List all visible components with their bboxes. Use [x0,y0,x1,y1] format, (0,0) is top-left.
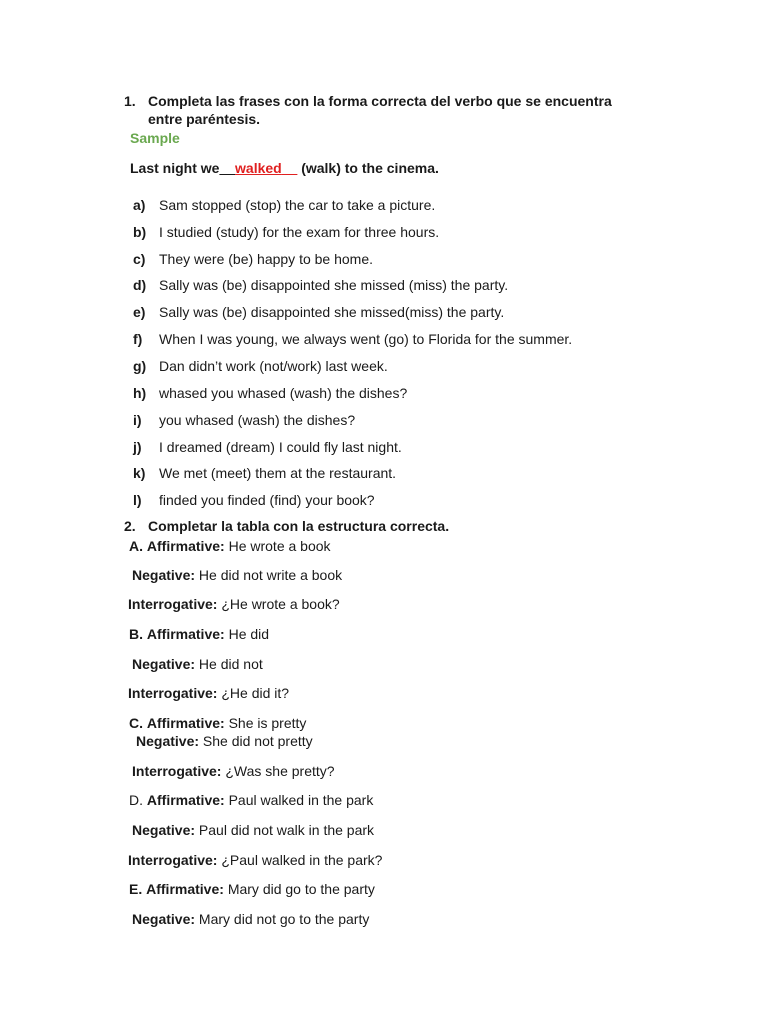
item-text: When I was young, we always went (go) to Florida for the summer. [159,331,573,347]
sample-sentence [130,160,439,176]
exercise-item [133,465,396,481]
item-label: b) [133,224,147,240]
item-label: c) [133,251,146,267]
structure-line [129,881,375,897]
structure-text: She is pretty [228,715,307,731]
sample-blank-left: __ [219,160,236,176]
item-label: h) [133,385,147,401]
structure-line [136,733,313,749]
structure-text: ¿Paul walked in the park? [221,852,383,868]
item-label: e) [133,304,146,320]
exercise-item [133,385,407,401]
structure-label: Negative: [132,567,196,583]
group-letter: C. [129,715,143,731]
structure-line [129,626,269,642]
structure-label: Affirmative: [146,881,224,897]
structure-line [129,792,373,808]
item-text: Sam stopped (stop) the car to take a picture. [159,197,436,213]
item-label: j) [133,439,142,455]
structure-label: Affirmative: [146,792,225,808]
structure-text: Paul did not walk in the park [198,822,375,838]
exercise-item [133,251,373,267]
item-label: i) [133,412,142,428]
item-label: k) [133,465,146,481]
exercise-item [133,331,572,347]
structure-label: Negative: [132,822,196,838]
exercise-item [133,439,402,455]
sample-before: Last night we [130,160,220,176]
structure-text: Mary did go to the party [227,881,375,897]
section1-instruction-line2: entre paréntesis. [148,111,261,127]
group-letter: B. [129,626,143,642]
item-text: Sally was (be) disappointed she missed (miss) the party. [159,277,509,293]
exercise-item [133,412,355,428]
structure-text: She did not pretty [202,733,313,749]
structure-label: Interrogative: [128,852,218,868]
exercise-item [133,197,435,213]
item-label: f) [133,331,143,347]
section1-instruction-line1: Completa las frases con la forma correcta del verbo que se encuentra [148,93,612,109]
item-text: Sally was (be) disappointed she missed(miss) the party. [159,304,505,320]
item-text: you whased (wash) the dishes? [159,412,356,428]
structure-line [129,715,306,731]
structure-line [128,685,289,701]
exercise-item [133,492,375,508]
structure-label: Affirmative: [146,538,225,554]
structure-line [132,567,342,583]
structure-line [132,911,369,927]
item-text: I dreamed (dream) I could fly last night. [159,439,402,455]
structure-line [129,538,331,554]
structure-text: He did not [198,656,263,672]
structure-text: ¿He did it? [221,685,290,701]
item-text: whased you whased (wash) the dishes? [159,385,408,401]
section2-number: 2. [124,518,136,534]
sample-label: Sample [130,130,180,146]
structure-line [132,822,374,838]
exercise-item [133,224,439,240]
item-text: Dan didn’t work (not/work) last week. [159,358,388,374]
structure-label: Interrogative: [132,763,222,779]
item-label: d) [133,277,147,293]
structure-text: Mary did not go to the party [198,911,370,927]
structure-label: Affirmative: [146,715,225,731]
structure-text: ¿He wrote a book? [221,596,340,612]
structure-label: Negative: [132,911,196,927]
structure-line [128,596,340,612]
exercise-item [133,304,504,320]
structure-text: Paul walked in the park [228,792,374,808]
structure-line [128,852,382,868]
structure-label: Negative: [136,733,200,749]
structure-label: Interrogative: [128,596,218,612]
group-letter: A. [129,538,143,554]
item-text: We met (meet) them at the restaurant. [159,465,397,481]
item-label: l) [133,492,142,508]
sample-after: (walk) to the cinema. [301,160,439,176]
structure-text: He did [228,626,270,642]
item-text: They were (be) happy to be home. [159,251,374,267]
structure-line [132,656,263,672]
section1-number: 1. [124,93,136,109]
group-letter: D. [129,792,143,808]
item-label: g) [133,358,147,374]
structure-label: Interrogative: [128,685,218,701]
sample-answer: walked [235,160,282,176]
structure-text: He wrote a book [228,538,331,554]
structure-text: He did not write a book [198,567,343,583]
structure-label: Affirmative: [146,626,225,642]
section2-instruction: Completar la tabla con la estructura correcta. [148,518,450,534]
structure-label: Negative: [132,656,196,672]
item-text: I studied (study) for the exam for three hours. [159,224,440,240]
structure-line [132,763,335,779]
group-letter: E. [129,881,143,897]
exercise-item [133,358,388,374]
sample-blank-right: __ [281,160,298,176]
item-text: finded you finded (find) your book? [159,492,375,508]
item-label: a) [133,197,146,213]
structure-text: ¿Was she pretty? [225,763,335,779]
exercise-item [133,277,508,293]
